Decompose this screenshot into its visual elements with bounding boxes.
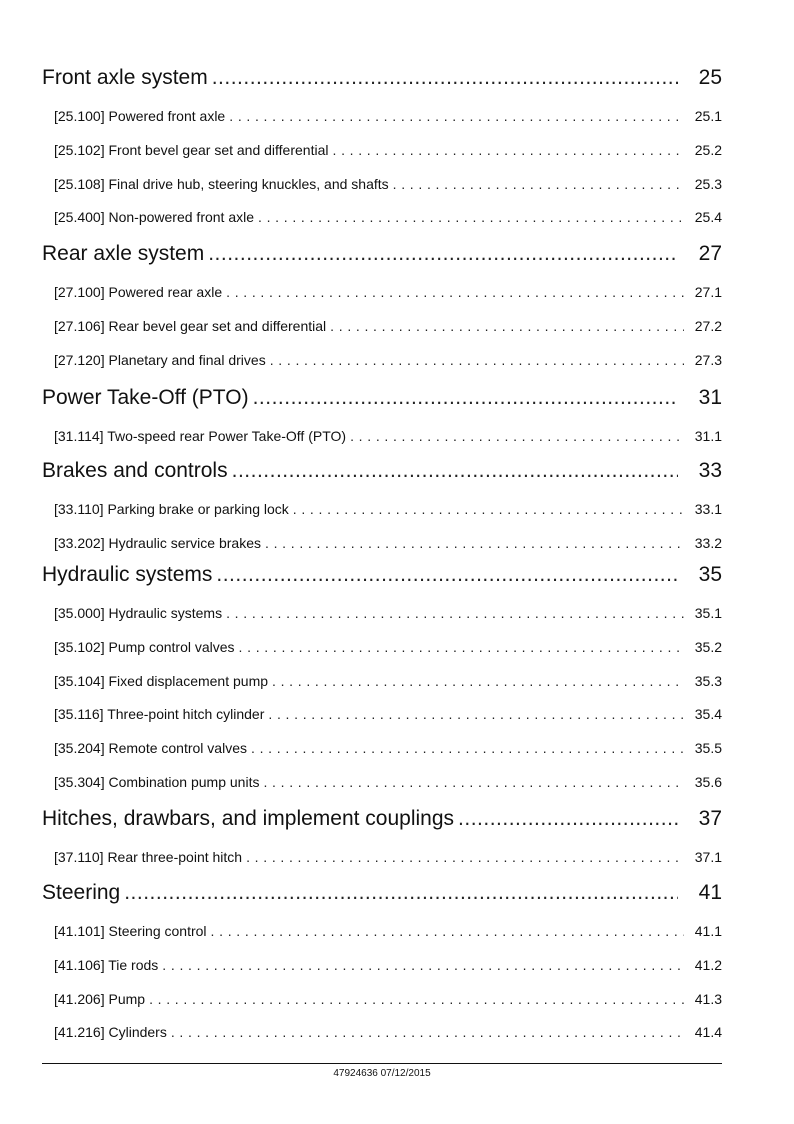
toc-entry[interactable]	[54, 428, 722, 462]
entry-page-number: 35.5	[694, 740, 722, 757]
section-page-number: 35	[698, 563, 722, 586]
dot-leader	[212, 66, 678, 90]
entry-title: [41.106] Tie rods	[54, 956, 159, 973]
dot-leader	[332, 142, 684, 158]
toc-entry[interactable]	[54, 284, 722, 318]
toc-entry[interactable]	[54, 605, 722, 639]
entry-page-number: 41.4	[694, 1024, 722, 1041]
entry-page-number: 35.3	[694, 672, 722, 689]
entry-title: [25.400] Non-powered front axle	[54, 209, 255, 226]
entry-title: [41.216] Cylinders	[54, 1024, 167, 1041]
dot-leader	[268, 706, 684, 722]
dot-leader	[263, 774, 684, 790]
dot-leader	[226, 605, 684, 621]
entry-page-number: 27.2	[694, 317, 722, 334]
toc-section[interactable]	[42, 386, 722, 420]
toc-entry[interactable]	[54, 774, 722, 808]
entry-title: [35.000] Hydraulic systems	[54, 605, 223, 621]
dot-leader	[232, 459, 678, 483]
dot-leader	[162, 957, 684, 973]
dot-leader	[251, 740, 684, 756]
section-page-number: 37	[698, 807, 722, 830]
dot-leader	[350, 428, 684, 444]
section-title: Power Take-Off (PTO)	[42, 386, 249, 409]
section-title: Hydraulic systems	[42, 563, 213, 586]
entry-page-number: 41.1	[694, 923, 722, 939]
entry-title: [37.110] Rear three-point hitch	[54, 849, 243, 865]
entry-page-number: 27.3	[694, 351, 722, 368]
dot-leader	[208, 242, 678, 266]
entry-title: [25.108] Final drive hub, steering knuckles, and shafts	[54, 175, 389, 192]
dot-leader	[330, 318, 684, 334]
toc-entry[interactable]	[54, 706, 722, 740]
entry-title: [25.102] Front bevel gear set and differential	[54, 141, 329, 158]
entry-title: [27.106] Rear bevel gear set and differential	[54, 317, 327, 334]
toc-entry[interactable]	[54, 673, 722, 707]
entry-page-number: 35.2	[694, 638, 722, 655]
entry-page-number: 25.3	[694, 175, 722, 192]
section-title: Steering	[42, 881, 121, 904]
toc-entry[interactable]	[54, 318, 722, 352]
toc-entry[interactable]	[54, 1024, 722, 1058]
entry-page-number: 35.6	[694, 774, 722, 790]
section-page-number: 41	[698, 881, 722, 904]
dot-leader	[393, 176, 684, 192]
dot-leader	[211, 923, 684, 939]
toc-entry[interactable]	[54, 501, 722, 535]
toc-section[interactable]	[42, 242, 722, 276]
entry-title: [27.100] Powered rear axle	[54, 284, 223, 300]
dot-leader	[272, 673, 684, 689]
entry-title: [31.114] Two-speed rear Power Take-Off (PTO)	[54, 428, 347, 444]
entry-title: [35.104] Fixed displacement pump	[54, 672, 269, 689]
dot-leader	[226, 284, 684, 300]
section-page-number: 25	[698, 66, 722, 89]
entry-title: [41.101] Steering control	[54, 923, 207, 939]
dot-leader	[239, 639, 684, 655]
dot-leader	[253, 386, 678, 410]
toc-entry[interactable]	[54, 176, 722, 210]
toc-section[interactable]	[42, 459, 722, 493]
dot-leader	[124, 881, 678, 905]
toc-section[interactable]	[42, 881, 722, 915]
entry-title: [33.202] Hydraulic service brakes	[54, 534, 261, 551]
toc-entry[interactable]	[54, 639, 722, 673]
toc-entry[interactable]	[54, 991, 722, 1025]
dot-leader	[229, 108, 684, 124]
dot-leader	[265, 535, 684, 551]
toc-section[interactable]	[42, 66, 722, 100]
section-title: Rear axle system	[42, 242, 205, 265]
entry-page-number: 33.2	[694, 534, 722, 551]
entry-page-number: 41.2	[694, 956, 722, 973]
toc-entry[interactable]	[54, 740, 722, 774]
toc-section[interactable]	[42, 807, 722, 841]
entry-title: [35.204] Remote control valves	[54, 740, 247, 757]
entry-page-number: 33.1	[694, 501, 722, 517]
entry-page-number: 25.4	[694, 209, 722, 226]
toc-entry[interactable]	[54, 209, 722, 243]
entry-page-number: 27.1	[694, 284, 722, 300]
toc-entry[interactable]	[54, 108, 722, 142]
section-title: Front axle system	[42, 66, 208, 89]
entry-page-number: 25.2	[694, 141, 722, 158]
entry-page-number: 35.4	[694, 706, 722, 723]
section-page-number: 31	[698, 386, 722, 409]
toc-entry[interactable]	[54, 142, 722, 176]
dot-leader	[149, 991, 684, 1007]
entry-title: [25.100] Powered front axle	[54, 108, 226, 124]
entry-page-number: 35.1	[694, 605, 722, 621]
entry-title: [35.102] Pump control valves	[54, 638, 235, 655]
entry-title: [27.120] Planetary and final drives	[54, 351, 266, 368]
toc-section[interactable]	[42, 563, 722, 597]
entry-title: [41.206] Pump	[54, 990, 146, 1007]
entry-page-number: 31.1	[694, 428, 722, 444]
entry-title: [35.304] Combination pump units	[54, 774, 260, 790]
entry-page-number: 37.1	[694, 849, 722, 865]
toc-entry[interactable]	[54, 957, 722, 991]
footer-divider	[42, 1063, 722, 1064]
dot-leader	[216, 563, 678, 587]
toc-entry[interactable]	[54, 352, 722, 386]
dot-leader	[270, 352, 684, 368]
entry-page-number: 41.3	[694, 990, 722, 1007]
dot-leader	[293, 501, 684, 517]
dot-leader	[246, 849, 684, 865]
dot-leader	[258, 209, 684, 225]
section-page-number: 33	[698, 459, 722, 482]
footer-doc-number: 47924636 07/12/2015	[333, 1068, 431, 1079]
dot-leader	[458, 807, 678, 831]
entry-title: [33.110] Parking brake or parking lock	[54, 501, 289, 517]
dot-leader	[171, 1024, 684, 1040]
section-title: Brakes and controls	[42, 459, 228, 482]
section-page-number: 27	[698, 242, 722, 265]
section-title: Hitches, drawbars, and implement couplings	[42, 807, 455, 830]
toc-entry[interactable]	[54, 849, 722, 883]
toc-entry[interactable]	[54, 923, 722, 957]
entry-page-number: 25.1	[694, 108, 722, 124]
entry-title: [35.116] Three-point hitch cylinder	[54, 706, 265, 723]
